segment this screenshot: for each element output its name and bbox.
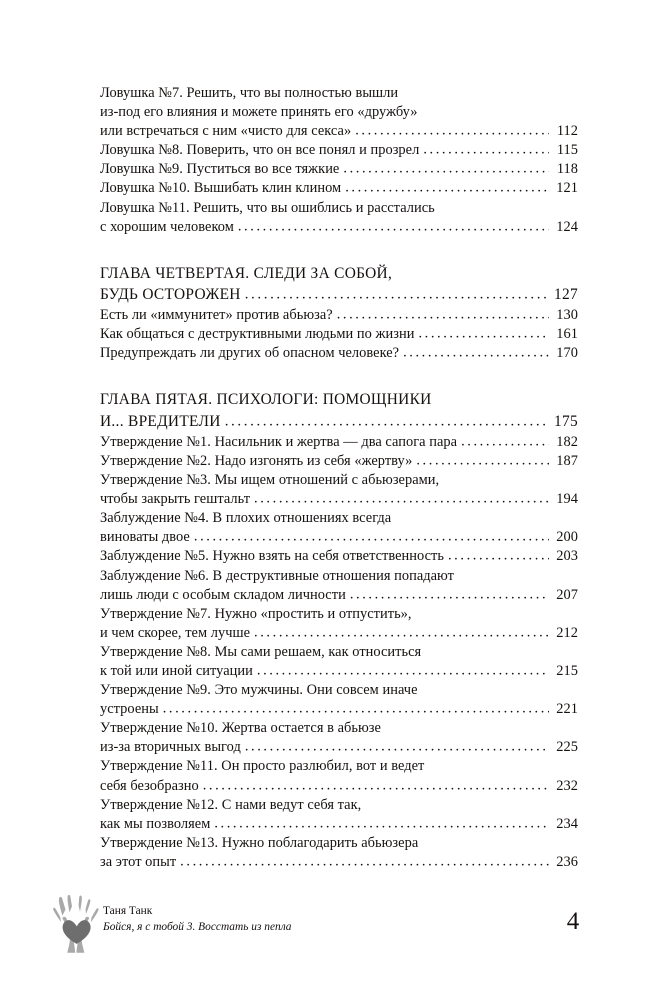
toc-entry[interactable] — [100, 84, 578, 141]
toc-entry-last-line — [100, 700, 578, 719]
dot-leader — [345, 179, 549, 198]
dot-leader — [423, 141, 549, 160]
toc-entry-last-line — [100, 433, 578, 452]
toc-entry-title: Утверждение №1. Насильник и жертва — два сапога пара — [100, 433, 458, 450]
toc-page-number: 161 — [556, 326, 578, 343]
dot-leader — [214, 814, 549, 833]
toc-page-number: 124 — [556, 218, 578, 235]
dot-leader — [403, 344, 549, 363]
footer-book-title: Бойся, я с тобой 3. Восстать из пепла — [103, 920, 292, 933]
toc-page-number: 187 — [556, 452, 578, 469]
toc-entry[interactable] — [100, 199, 578, 237]
toc-entry[interactable] — [100, 433, 578, 452]
toc-entry-last-line — [100, 815, 578, 834]
toc-entry-line: Утверждение №13. Нужно поблагодарить абьюзера — [100, 834, 419, 851]
toc-page-number: 207 — [556, 586, 578, 603]
toc-entry-title: и чем скорее, тем лучше — [100, 624, 251, 641]
toc-page-number: 236 — [556, 853, 578, 870]
toc-entry-line: Утверждение №11. Он просто разлюбил, вот и ведет — [100, 758, 425, 775]
dot-leader — [337, 306, 549, 325]
toc-page-number: 215 — [556, 662, 578, 679]
toc-entry-last-line — [100, 122, 578, 141]
toc-entry-title: Ловушка №9. Пуститься во все тяжкие — [100, 161, 340, 178]
toc-entry-title: Утверждение №2. Надо изгонять из себя «жертву» — [100, 452, 413, 469]
toc-page-number: 221 — [556, 701, 578, 718]
toc-entry[interactable] — [100, 306, 578, 325]
toc-entry[interactable] — [100, 344, 578, 363]
toc-entry[interactable] — [100, 643, 578, 681]
toc-section-chapter-five — [100, 389, 578, 872]
toc-entry-title: виноваты двое — [100, 529, 190, 546]
toc-page-number: 130 — [556, 307, 578, 324]
dot-leader — [355, 122, 549, 141]
toc-entry-title: или встречаться с ним «чисто для секса» — [100, 123, 352, 140]
toc-page-number: 234 — [556, 815, 578, 832]
toc-entry-title: Есть ли «иммунитет» против абьюза? — [100, 307, 333, 324]
toc-entry-title: лишь люди с особым складом личности — [100, 586, 346, 603]
footer-author-name: Таня Танк — [103, 905, 153, 917]
toc-entry-last-line — [100, 344, 578, 363]
toc-page-number: 225 — [556, 739, 578, 756]
dot-leader — [418, 325, 549, 344]
dot-leader — [180, 852, 549, 871]
toc-entry-line: Утверждение №3. Мы ищем отношений с абьюзерами, — [100, 472, 440, 489]
toc-entry[interactable] — [100, 605, 578, 643]
toc-entry-line: Ловушка №11. Решить, что вы ошиблись и расстались — [100, 199, 435, 216]
dot-leader — [245, 738, 549, 757]
toc-entry-title: себя безобразно — [100, 777, 199, 794]
toc-page-number: 194 — [556, 491, 578, 508]
toc-entry-title: Ловушка №10. Вышибать клин клином — [100, 180, 342, 197]
toc-entry-title: за этот опыт — [100, 853, 177, 870]
toc-page-number: 182 — [556, 433, 578, 450]
dot-leader — [163, 700, 549, 719]
dot-leader — [461, 432, 549, 451]
hands-holding-heart-logo — [52, 895, 102, 957]
toc-entry-line: Ловушка №7. Решить, что вы полностью вышли — [100, 85, 399, 101]
toc-page-number: 112 — [556, 123, 578, 140]
toc-entry-title: из-за вторичных выгод — [100, 739, 241, 756]
toc-entry-title: как мы позволяем — [100, 815, 211, 832]
toc-entry-last-line — [100, 490, 578, 509]
toc-entry-line: Заблуждение №4. В плохих отношениях всегда — [100, 510, 392, 527]
toc-entry-title: Предупреждать ли других об опасном человеке? — [100, 345, 400, 362]
toc-entry[interactable] — [100, 452, 578, 471]
toc-entry-title: устроены — [100, 701, 159, 718]
toc-entry[interactable] — [100, 471, 578, 509]
toc-entry[interactable] — [100, 567, 578, 605]
toc-page-number: 232 — [556, 777, 578, 794]
toc-section-traps — [100, 84, 578, 237]
toc-entry-last-line — [100, 160, 578, 179]
toc-entry[interactable] — [100, 179, 578, 198]
toc-page-number: 118 — [556, 161, 578, 178]
toc-entry-last-line — [100, 547, 578, 566]
toc-entry-title: с хорошим человеком — [100, 218, 234, 235]
toc-entry[interactable] — [100, 757, 578, 795]
toc-entry-line: Утверждение №7. Нужно «простить и отпустить», — [100, 605, 412, 622]
toc-entry-title: Ловушка №8. Поверить, что он все понял и прозрел — [100, 142, 420, 159]
toc-entry-line: Утверждение №8. Мы сами решаем, как относиться — [100, 643, 422, 660]
dot-leader — [257, 661, 549, 680]
toc-entry[interactable] — [100, 681, 578, 719]
toc-entry[interactable] — [100, 160, 578, 179]
toc-entry-title: Как общаться с деструктивными людьми по жизни — [100, 326, 415, 343]
toc-entry-last-line — [100, 218, 578, 237]
page-footer — [52, 893, 597, 965]
toc-entry-last-line — [100, 141, 578, 160]
toc-entry-last-line — [100, 738, 578, 757]
dot-leader — [225, 411, 547, 432]
toc-chapter-entry[interactable] — [100, 263, 578, 306]
dot-leader — [343, 160, 549, 179]
toc-page-number: 127 — [554, 285, 578, 303]
toc-entry-last-line — [100, 179, 578, 198]
toc-entry-line: Утверждение №10. Жертва остается в абьюзе — [100, 720, 381, 737]
dot-leader — [448, 547, 549, 566]
toc-entry[interactable] — [100, 509, 578, 547]
dot-leader — [350, 585, 549, 604]
toc-entry-last-line — [100, 325, 578, 344]
toc-entry-last-line — [100, 306, 578, 325]
toc-entry[interactable] — [100, 834, 578, 872]
dot-leader — [416, 451, 549, 470]
footer-book-info — [103, 904, 292, 935]
toc-entry-line: Заблуждение №6. В деструктивные отношения попадают — [100, 567, 454, 584]
table-of-contents — [100, 84, 578, 872]
page-number: 4 — [566, 908, 580, 935]
toc-entry-last-line — [100, 452, 578, 471]
toc-page-number: 212 — [556, 624, 578, 641]
toc-entry-title: чтобы закрыть гештальт — [100, 491, 251, 508]
toc-entry-last-line — [100, 411, 578, 433]
toc-entry-last-line — [100, 284, 578, 306]
toc-entry[interactable] — [100, 547, 578, 566]
toc-entry[interactable] — [100, 719, 578, 757]
toc-entry-line: ГЛАВА ПЯТАЯ. ПСИХОЛОГИ: ПОМОЩНИКИ — [100, 391, 432, 409]
toc-entry-last-line — [100, 624, 578, 643]
dot-leader — [203, 776, 549, 795]
toc-entry[interactable] — [100, 325, 578, 344]
toc-entry-title: к той или иной ситуации — [100, 662, 253, 679]
toc-page-number: 170 — [556, 345, 578, 362]
toc-page-number: 200 — [556, 529, 578, 546]
toc-entry-title: БУДЬ ОСТОРОЖЕН — [100, 285, 241, 303]
toc-entry-last-line — [100, 853, 578, 872]
toc-page-number: 121 — [556, 180, 578, 197]
toc-entry-line: Утверждение №12. С нами ведут себя так, — [100, 796, 362, 813]
dot-leader — [238, 217, 549, 236]
toc-page-number: 115 — [556, 142, 578, 159]
dot-leader — [245, 284, 547, 305]
toc-chapter-entry[interactable] — [100, 389, 578, 432]
toc-entry-last-line — [100, 662, 578, 681]
toc-entry[interactable] — [100, 141, 578, 160]
toc-entry-line: ГЛАВА ЧЕТВЕРТАЯ. СЛЕДИ ЗА СОБОЙ, — [100, 264, 393, 282]
dot-leader — [254, 490, 549, 509]
toc-page-number: 175 — [554, 412, 578, 430]
dot-leader — [194, 528, 549, 547]
toc-entry-title: И... ВРЕДИТЕЛИ — [100, 412, 221, 430]
toc-entry-last-line — [100, 528, 578, 547]
toc-entry-last-line — [100, 586, 578, 605]
toc-page-number: 203 — [556, 548, 578, 565]
toc-entry-last-line — [100, 777, 578, 796]
toc-entry[interactable] — [100, 796, 578, 834]
toc-entry-title: Заблуждение №5. Нужно взять на себя ответственность — [100, 548, 444, 565]
toc-entry-line: из-под его влияния и можете принять его «дружбу» — [100, 104, 418, 121]
dot-leader — [254, 623, 549, 642]
toc-section-chapter-four — [100, 263, 578, 364]
toc-entry-line: Утверждение №9. Это мужчины. Они совсем иначе — [100, 682, 418, 699]
